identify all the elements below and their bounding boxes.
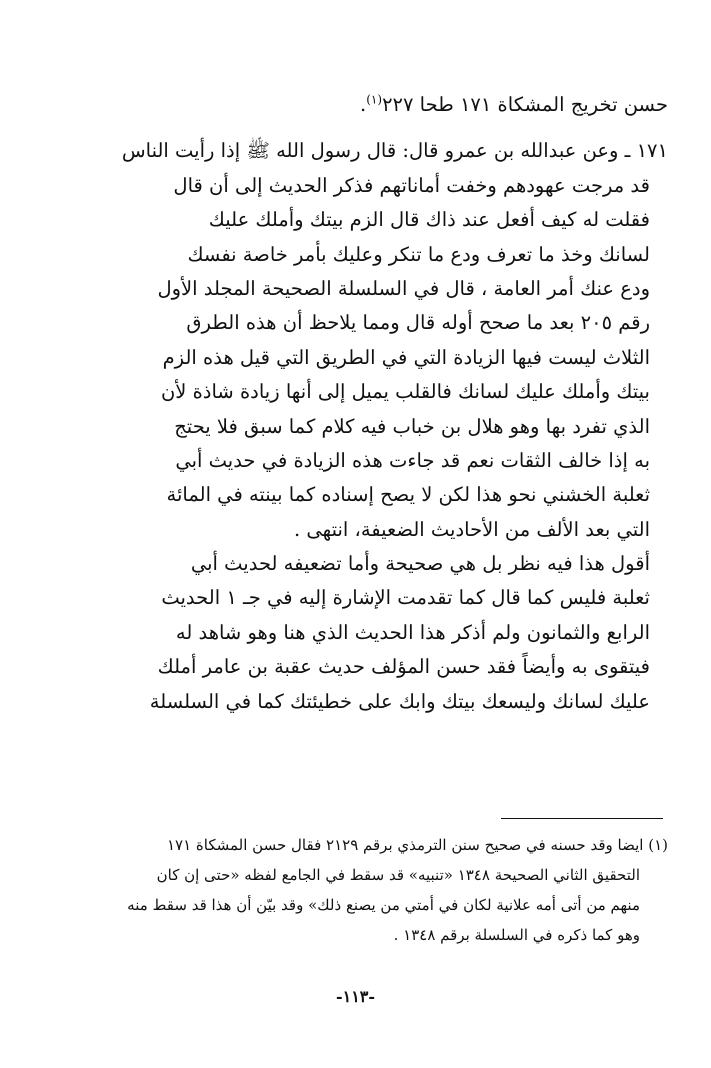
main-text <box>108 88 668 719</box>
text-line: ودع عنك أمر العامة ، قال في السلسلة الصحيحة المجلد الأول <box>157 276 650 300</box>
text-line: به إذا خالف الثقات نعم قد جاءت هذه الزيادة في حديث أبي <box>175 448 650 472</box>
text-line: الثلاث ليست فيها الزيادة التي في الطريق التي قيل هذه الزم <box>162 345 650 369</box>
first-line-text: حسن تخريج المشكاة ١٧١ طحا ٢٢٧ <box>382 93 668 116</box>
text-line: فقلت له كيف أفعل عند ذاك قال الزم بيتك وأملك عليك <box>208 208 650 232</box>
first-line <box>108 88 668 122</box>
text-line: رقم ٢٠٥ بعد ما صحح أوله قال ومما يلاحظ أن هذه الطرق <box>186 311 650 335</box>
text-line: فيتقوى به وأيضاً فقد حسن المؤلف حديث عقبة بن عامر أملك <box>157 655 650 679</box>
footnote-line: (١) ايضا وقد حسنه في صحيح سنن الترمذي برقم ٢١٢٩ فقال حسن المشكاة ١٧١ <box>166 836 668 854</box>
first-line-end: . <box>360 93 367 116</box>
text-line: قد مرجت عهودهم وخفت أماناتهم فذكر الحديث إلى أن قال <box>173 173 650 197</box>
text-line: الرابع والثمانون ولم أذكر هذا الحديث الذي هنا وهو شاهد له <box>175 620 650 644</box>
footnotes <box>44 830 668 950</box>
text-line: التي بعد الألف من الأحاديث الضعيفة، انتهى . <box>293 517 650 541</box>
text-line: الذي تفرد بها وهو هلال بن خباب فيه كلام كما سبق فلا يحتج <box>174 414 650 438</box>
footnote-divider <box>501 818 663 819</box>
text-line: ثعلبة الخشني نحو هذا لكن لا يصح إسناده كما بينته في المائة <box>166 483 650 507</box>
footnote-line: منهم من أتى أمه علانية لكان في أمتي من يصنع ذلك» وقد بيّن أن هذا قد سقط منه <box>127 896 640 914</box>
footnote-line: التحقيق الثاني الصحيحة ١٣٤٨ «تنبيه» قد سقط في الجامع لفظه «حتى إن كان <box>156 866 640 884</box>
footnote-line: وهو كما ذكره في السلسلة برقم ١٣٤٨ . <box>393 926 640 944</box>
text-line: بيتك وأملك عليك لسانك فالقلب يميل إلى أنها زيادة شاذة لأن <box>160 380 650 404</box>
text-line: أقول هذا فيه نظر بل هي صحيحة وأما تضعيفه لحديث أبي <box>190 552 650 576</box>
footnote-reference[interactable]: (١) <box>366 92 383 107</box>
text-line: ١٧١ ـ وعن عبدالله بن عمرو قال: قال رسول الله ﷺ إذا رأيت الناس <box>121 139 668 163</box>
text-line: ثعلبة فليس كما قال كما تقدمت الإشارة إليه في جـ ١ الحديث <box>161 586 650 610</box>
page-number: -١١٣- <box>335 987 376 1006</box>
text-line: عليك لسانك وليسعك بيتك وابك على خطيئتك كما في السلسلة <box>149 689 650 713</box>
text-line: لسانك وخذ ما تعرف ودع ما تنكر وعليك بأمر خاصة نفسك <box>187 242 650 266</box>
